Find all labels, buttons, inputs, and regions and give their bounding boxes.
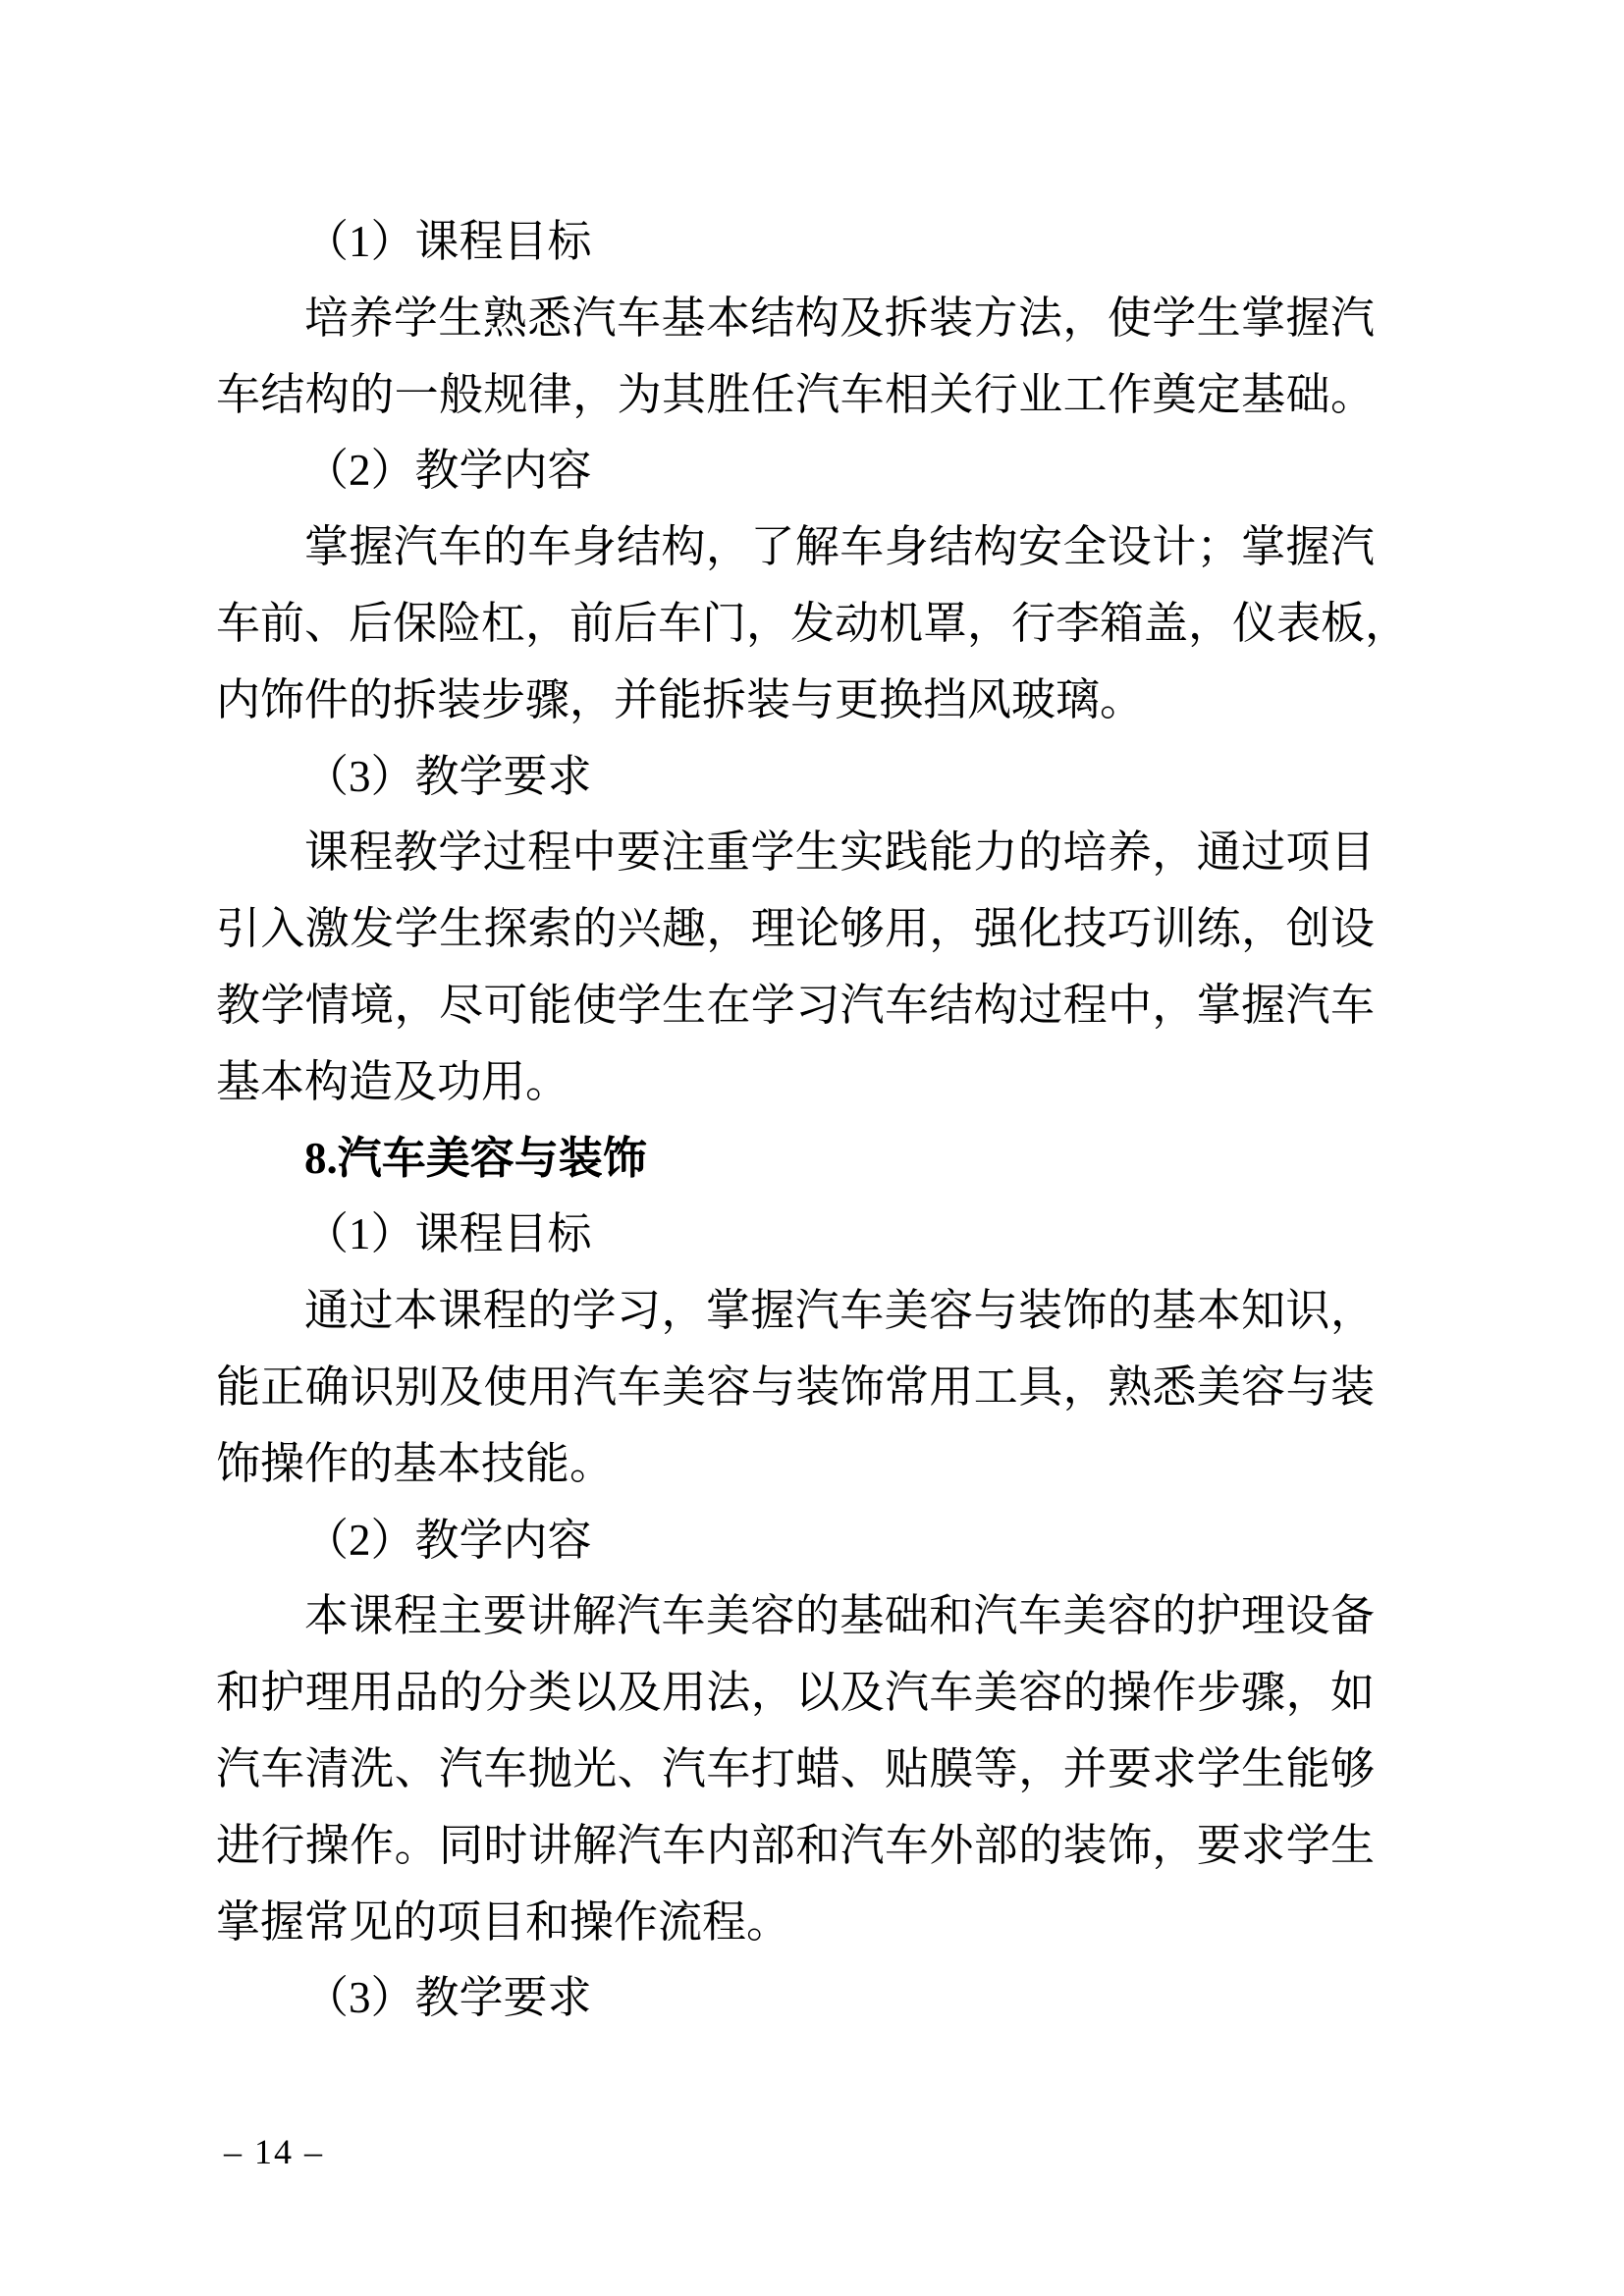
subsection-heading: （3）教学要求	[304, 751, 592, 801]
paragraph-line: 培养学生熟悉汽车基本结构及拆装方法，使学生掌握汽	[304, 293, 1375, 343]
page-number: – 14 –	[224, 2132, 324, 2171]
paragraph-line: 通过本课程的学习，掌握汽车美容与装饰的基本知识，	[304, 1286, 1375, 1336]
paragraph-line: 掌握汽车的车身结构，了解车身结构安全设计；掌握汽	[304, 522, 1375, 572]
subsection-heading: （1）课程目标	[304, 1209, 592, 1259]
paragraph-line: 引入激发学生探索的兴趣，理论够用，强化技巧训练，创设	[216, 904, 1375, 954]
paragraph-line: 教学情境，尽可能使学生在学习汽车结构过程中，掌握汽车	[216, 980, 1375, 1030]
paragraph-line: 车结构的一般规律，为其胜任汽车相关行业工作奠定基础。	[216, 369, 1375, 419]
paragraph-line: 掌握常见的项目和操作流程。	[216, 1896, 791, 1947]
subsection-heading: （1）课程目标	[304, 217, 592, 266]
subsection-heading: （2）教学内容	[304, 446, 592, 496]
paragraph-line: 进行操作。同时讲解汽车内部和汽车外部的装饰，要求学生	[216, 1820, 1375, 1870]
paragraph-line: 能正确识别及使用汽车美容与装饰常用工具，熟悉美容与装	[216, 1362, 1375, 1412]
paragraph-line: 内饰件的拆装步骤，并能拆装与更换挡风玻璃。	[216, 674, 1145, 724]
paragraph-line: 和护理用品的分类以及用法，以及汽车美容的操作步骤，如	[216, 1668, 1375, 1718]
paragraph-line: 车前、后保险杠，前后车门，发动机罩，行李箱盖，仪表板，	[216, 598, 1410, 648]
subsection-heading: （3）教学要求	[304, 1973, 592, 2023]
paragraph-line: 汽车清洗、汽车抛光、汽车打蜡、贴膜等，并要求学生能够	[216, 1743, 1375, 1793]
paragraph-line: 课程教学过程中要注重学生实践能力的培养，通过项目	[304, 828, 1375, 878]
paragraph-line: 基本构造及功用。	[216, 1056, 570, 1106]
subsection-heading: （2）教学内容	[304, 1515, 592, 1565]
section-heading: 8.汽车美容与装饰	[304, 1133, 647, 1183]
paragraph-line: 饰操作的基本技能。	[216, 1438, 615, 1488]
document-body	[216, 204, 1410, 2037]
paragraph-line: 本课程主要讲解汽车美容的基础和汽车美容的护理设备	[304, 1591, 1375, 1641]
